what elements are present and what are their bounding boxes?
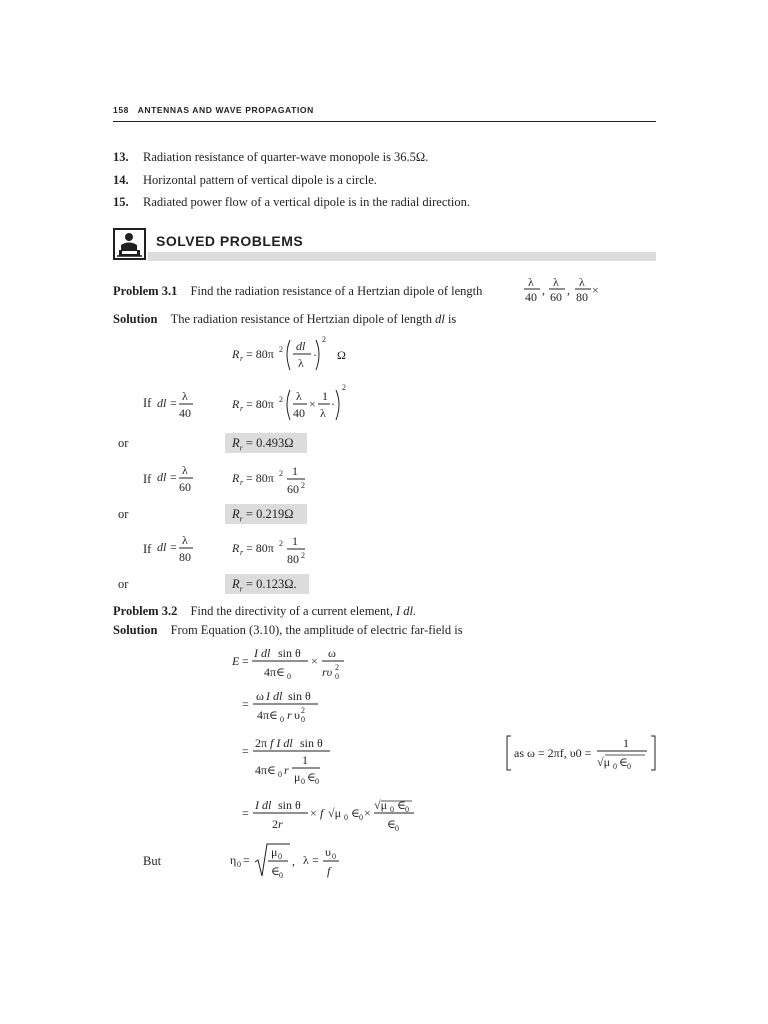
svg-text:=: =	[242, 744, 249, 758]
svg-text:1: 1	[292, 534, 298, 548]
svg-text:40: 40	[525, 290, 537, 304]
svg-text:I dl: I dl	[254, 646, 271, 660]
equation-e-2	[240, 686, 330, 726]
svg-text:1: 1	[302, 753, 308, 767]
svg-text:2r: 2r	[272, 817, 283, 831]
svg-text:λ: λ	[553, 275, 559, 289]
svg-text:0: 0	[287, 672, 291, 681]
svg-text:2: 2	[335, 663, 339, 672]
svg-text:λ: λ	[182, 533, 188, 547]
svg-text:r: r	[240, 354, 244, 363]
svg-text:1: 1	[322, 389, 328, 403]
svg-text:×: ×	[364, 806, 371, 820]
solution-text: The radiation resistance of Hertzian dipole of length	[170, 312, 432, 326]
svg-text:0: 0	[278, 852, 282, 861]
svg-text:0: 0	[344, 813, 348, 822]
svg-text:60: 60	[287, 482, 299, 496]
person-reading-icon	[113, 228, 146, 260]
svg-text:=: =	[242, 654, 249, 668]
svg-text:×: ×	[592, 283, 599, 297]
svg-text:R: R	[232, 541, 240, 555]
svg-text:,: ,	[292, 854, 295, 868]
equation-e-1	[230, 643, 360, 683]
section-bar	[148, 252, 656, 261]
svg-text:2: 2	[342, 383, 346, 392]
svg-text:80: 80	[576, 290, 588, 304]
lambda-fractions	[522, 274, 612, 306]
svg-text:0: 0	[278, 770, 282, 779]
svg-text:0: 0	[613, 762, 617, 771]
svg-text:0: 0	[237, 860, 241, 869]
section-title: SOLVED PROBLEMS	[156, 233, 304, 249]
svg-text:= 80π: = 80π	[246, 347, 274, 361]
problem-number: 3.1	[161, 284, 178, 298]
problem-3-1-statement	[113, 284, 482, 299]
svg-text:0: 0	[301, 777, 305, 786]
svg-text:4π∈: 4π∈	[257, 708, 278, 722]
svg-text:2π: 2π	[255, 736, 268, 750]
case-if-label: If	[143, 472, 152, 486]
result-value: 0.493Ω	[256, 436, 294, 450]
side-note: as ω = 2πf, υ0 =	[514, 746, 592, 760]
svg-text:λ: λ	[296, 389, 302, 403]
svg-text:ω: ω	[256, 689, 264, 703]
svg-text:λ: λ	[528, 275, 534, 289]
svg-text:2: 2	[279, 395, 283, 404]
svg-text:λ: λ	[320, 406, 326, 420]
svg-text:0: 0	[395, 824, 399, 833]
svg-text:=: =	[243, 853, 250, 867]
svg-text:1: 1	[292, 464, 298, 478]
svg-text:,: ,	[542, 283, 545, 297]
svg-text:0: 0	[359, 813, 363, 822]
case-if-label: If	[143, 542, 152, 556]
svg-text:2: 2	[279, 345, 283, 354]
svg-text:r: r	[240, 404, 244, 413]
or-label: or	[118, 577, 129, 591]
svg-text:R: R	[232, 471, 240, 485]
svg-text:μ: μ	[271, 845, 278, 859]
svg-text:E: E	[232, 654, 240, 668]
svg-text:sin θ: sin θ	[278, 646, 301, 660]
svg-text:∈: ∈	[387, 817, 396, 831]
svg-text:2: 2	[279, 469, 283, 478]
svg-text:Ω: Ω	[337, 348, 346, 362]
equation-e-4	[240, 795, 420, 835]
svg-text:λ: λ	[298, 356, 304, 370]
or-label: or	[118, 507, 129, 521]
list-item	[113, 195, 470, 210]
but-label: But	[143, 854, 162, 868]
problem-text: Find the directivity of a current element,	[190, 604, 393, 618]
svg-text:dl: dl	[157, 470, 167, 484]
case-dl-40	[155, 388, 195, 422]
svg-text:f: f	[327, 864, 331, 878]
svg-text:×: ×	[311, 654, 318, 668]
problem-3-2-statement	[113, 604, 416, 619]
svg-text:4π∈: 4π∈	[264, 665, 285, 679]
svg-text:= 80π: = 80π	[246, 397, 274, 411]
svg-text:×: ×	[309, 397, 316, 411]
svg-text:=: =	[170, 540, 177, 554]
result-1: $R_r = 0.493\Omega$	[232, 436, 294, 453]
svg-text:sin θ: sin θ	[278, 798, 301, 812]
svg-text:0: 0	[390, 805, 394, 814]
problem-var: I dl.	[395, 604, 417, 618]
svg-text:= 80π: = 80π	[246, 541, 274, 555]
problem-number: 3.2	[161, 604, 178, 618]
svg-text:η: η	[230, 853, 237, 867]
running-title: ANTENNAS AND WAVE PROPAGATION	[137, 105, 314, 115]
svg-text:0: 0	[405, 805, 409, 814]
item-text: Horizontal pattern of vertical dipole is a circle.	[143, 173, 377, 187]
svg-text:sin θ: sin θ	[300, 736, 323, 750]
svg-text:sin θ: sin θ	[288, 689, 311, 703]
svg-text:∈: ∈	[271, 864, 280, 878]
svg-text:0: 0	[301, 715, 305, 724]
svg-text:r: r	[287, 708, 292, 722]
svg-text:I dl: I dl	[266, 689, 283, 703]
item-number: 13.	[113, 150, 129, 164]
item-text: Radiated power flow of a vertical dipole is in the radial direction.	[143, 195, 470, 209]
svg-text:ω: ω	[328, 646, 336, 660]
svg-text:1: 1	[623, 736, 629, 750]
svg-text:=: =	[312, 853, 319, 867]
svg-text:0: 0	[335, 672, 339, 681]
svg-text:0: 0	[280, 715, 284, 724]
svg-text:λ: λ	[182, 463, 188, 477]
svg-text:R: R	[232, 397, 240, 411]
header-rule	[113, 121, 656, 122]
item-text: Radiation resistance of quarter-wave monopole is 36.5Ω.	[143, 150, 429, 164]
svg-text:√μ: √μ	[597, 755, 611, 769]
svg-text:60: 60	[550, 290, 562, 304]
svg-text:rυ: rυ	[322, 665, 333, 679]
svg-text:λ: λ	[303, 853, 309, 867]
svg-text:2: 2	[301, 706, 305, 715]
list-item	[113, 173, 377, 188]
equation-rr-80	[230, 532, 320, 570]
svg-text:I dl: I dl	[255, 798, 272, 812]
svg-text:f: f	[320, 806, 324, 820]
svg-text:2: 2	[301, 551, 305, 560]
solution-var: dl	[435, 312, 445, 326]
svg-text:4π∈: 4π∈	[255, 763, 276, 777]
result-2: $R_r = 0.219\Omega$	[232, 507, 294, 524]
svg-text:=: =	[242, 697, 249, 711]
svg-text:dl: dl	[296, 339, 306, 353]
svg-text:80: 80	[287, 552, 299, 566]
problem-label: Problem	[113, 284, 159, 298]
svg-text:dl: dl	[157, 396, 167, 410]
svg-text:μ: μ	[294, 770, 301, 784]
svg-text:·: ·	[331, 397, 335, 411]
svg-text:√μ: √μ	[328, 806, 342, 820]
svg-text:×: ×	[310, 806, 317, 820]
svg-text:·: ·	[313, 348, 317, 362]
problem-label: Problem	[113, 604, 159, 618]
svg-text:υ: υ	[294, 708, 300, 722]
solution-3-2	[113, 623, 463, 638]
equation-e-3	[240, 733, 340, 787]
solution-tail: is	[447, 312, 457, 326]
item-number: 14.	[113, 173, 129, 187]
svg-text:60: 60	[179, 480, 191, 494]
svg-text:=: =	[170, 396, 177, 410]
solution-3-1	[113, 312, 456, 327]
or-label: or	[118, 436, 129, 450]
item-number: 15.	[113, 195, 129, 209]
svg-text:R: R	[232, 347, 240, 361]
svg-text:= 80π: = 80π	[246, 471, 274, 485]
equation-eta-lambda	[228, 838, 358, 882]
svg-text:0: 0	[315, 777, 319, 786]
page-number: 158	[113, 105, 129, 115]
svg-text:2: 2	[322, 335, 326, 344]
svg-text:0: 0	[332, 852, 336, 861]
svg-text:dl: dl	[157, 540, 167, 554]
svg-text:λ: λ	[579, 275, 585, 289]
solution-label: Solution	[113, 623, 158, 637]
svg-text:=: =	[170, 470, 177, 484]
svg-text:f I dl: f I dl	[270, 736, 293, 750]
svg-text:2: 2	[301, 481, 305, 490]
case-if-label: If	[143, 396, 152, 410]
svg-text:r: r	[240, 478, 244, 487]
svg-text:=: =	[242, 806, 249, 820]
case-dl-80	[155, 532, 195, 566]
equation-rr-general	[230, 332, 370, 376]
svg-text:∈: ∈	[397, 798, 406, 812]
solution-label: Solution	[113, 312, 158, 326]
svg-text:40: 40	[293, 406, 305, 420]
svg-text:∈: ∈	[351, 806, 360, 820]
svg-text:80: 80	[179, 550, 191, 564]
svg-text:2: 2	[279, 539, 283, 548]
running-head	[113, 105, 656, 115]
equation-rr-60	[230, 462, 320, 500]
problem-text: Find the radiation resistance of a Hertzian dipole of length	[190, 284, 483, 298]
svg-text:40: 40	[179, 406, 191, 420]
svg-text:∈: ∈	[307, 770, 316, 784]
svg-text:r: r	[284, 763, 289, 777]
svg-text:√μ: √μ	[374, 798, 388, 812]
list-item	[113, 150, 428, 165]
solution-text: From Equation (3.10), the amplitude of electric far-field is	[170, 623, 463, 637]
svg-text:∈: ∈	[619, 755, 628, 769]
svg-text:0: 0	[627, 762, 631, 771]
svg-text:0: 0	[279, 871, 283, 880]
result-value: 0.123Ω.	[256, 577, 297, 591]
result-value: 0.219Ω	[256, 507, 294, 521]
svg-text:,: ,	[567, 283, 570, 297]
svg-text:υ: υ	[325, 845, 331, 859]
svg-text:r: r	[240, 548, 244, 557]
result-3: $R_r = 0.123\Omega$.	[232, 577, 297, 594]
case-dl-60	[155, 462, 195, 496]
svg-text:λ: λ	[182, 389, 188, 403]
equation-rr-40	[230, 378, 360, 426]
